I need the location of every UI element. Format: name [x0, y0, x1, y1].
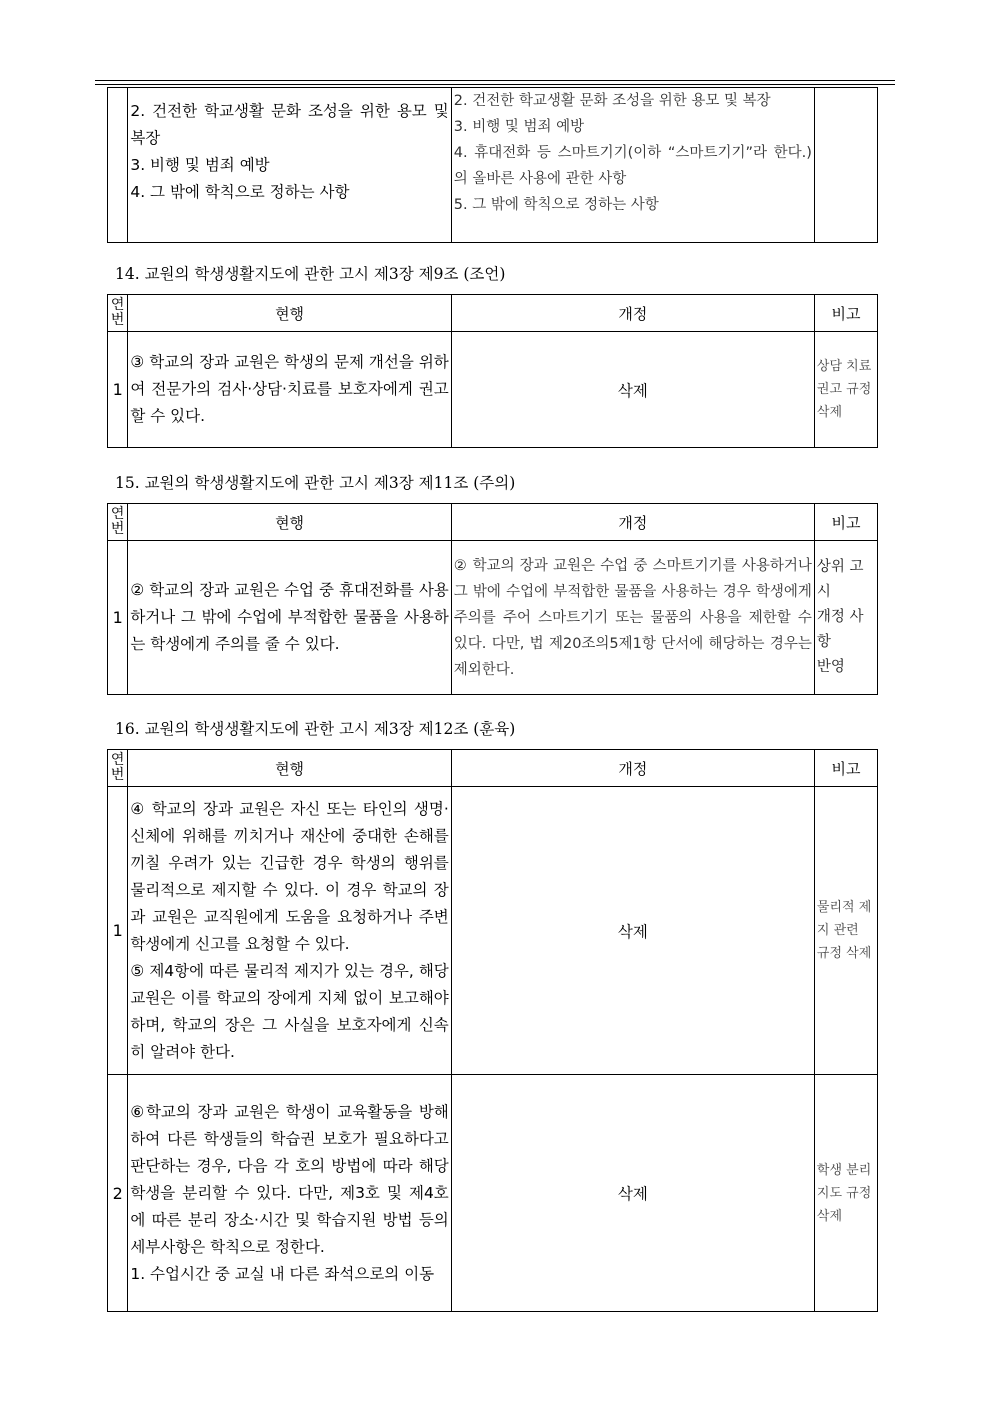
current-text: ② 학교의 장과 교원은 수업 중 휴대전화를 사용하거나 그 밖에 수업에 부적합한 물품을 사용하는 학생에게 주의를 줄 수 있다.: [128, 541, 451, 695]
current-text: 2. 건전한 학교생활 문화 조성을 위한 용모 및 복장 3. 비행 및 범죄 예방 4. 그 밖에 학칙으로 정하는 사항: [128, 88, 451, 243]
revised-text: 삭제: [451, 1075, 814, 1312]
revised-text: 삭제: [451, 332, 814, 448]
note-text: [814, 88, 877, 243]
header-current: 현행: [128, 750, 451, 787]
current-text: ⑥학교의 장과 교원은 학생이 교육활동을 방해하여 다른 학생들의 학습권 보호가 필요하다고 판단하는 경우, 다음 각 호의 방법에 따라 해당 학생을 분리할 수 있다. 다만, 제3호 및 제4호에 따른 분리 장소·시간 및 학습지원 방법 등의 세부사항은 학칙으로 정한다. 1. 수업시간 중 교실 내 다른 좌석으로의 이동: [128, 1075, 451, 1312]
table-header-row: [108, 504, 878, 541]
note-text: 상담 치료 권고 규정 삭제: [814, 332, 877, 448]
table-header-row: [108, 750, 878, 787]
header-no: 연번: [108, 750, 128, 787]
revised-text: ② 학교의 장과 교원은 수업 중 스마트기기를 사용하거나 그 밖에 수업에 부적합한 물품을 사용하는 경우 학생에게 주의를 주어 스마트기기 또는 물품의 사용을 제한할 수 있다. 다만, 법 제20조의5제1항 단서에 해당하는 경우는 제외한다.: [451, 541, 814, 695]
current-text: ④ 학교의 장과 교원은 자신 또는 타인의 생명·신체에 위해를 끼치거나 재산에 중대한 손해를 끼칠 우려가 있는 긴급한 경우 학생의 행위를 물리적으로 제지할 수 있다. 이 경우 학교의 장과 교원은 교직원에게 도움을 요청하거나 주변 학생에게 신고를 요청할 수 있다. ⑤ 제4항에 따른 물리적 제지가 있는 경우, 해당 교원은 이를 학교의 장에게 지체 없이 보고해야 하며, 학교의 장은 그 사실을 보호자에게 신속히 알려야 한다.: [128, 787, 451, 1075]
row-number: [108, 88, 128, 243]
header-note: 비고: [814, 504, 877, 541]
header-note: 비고: [814, 750, 877, 787]
note-text: 물리적 제 지 관련 규정 삭제: [814, 787, 877, 1075]
header-revised: 개정: [451, 295, 814, 332]
section-16-heading: 16. 교원의 학생생활지도에 관한 고시 제3장 제12조 (훈육): [115, 720, 516, 738]
row-number: 2: [108, 1075, 128, 1312]
top-continuation-table: [107, 87, 878, 243]
header-current: 현행: [128, 295, 451, 332]
row-number: 1: [108, 541, 128, 695]
section-16-table: [107, 749, 878, 1312]
header-note: 비고: [814, 295, 877, 332]
note-text: 학생 분리 지도 규정 삭제: [814, 1075, 877, 1312]
header-current: 현행: [128, 504, 451, 541]
section-15-table: [107, 503, 878, 695]
top-rule-1: [95, 80, 895, 81]
header-revised: 개정: [451, 504, 814, 541]
top-rule-2: [95, 84, 895, 85]
section-15-heading: 15. 교원의 학생생활지도에 관한 고시 제3장 제11조 (주의): [115, 474, 516, 492]
section-14-table: [107, 294, 878, 448]
header-revised: 개정: [451, 750, 814, 787]
row-number: 1: [108, 332, 128, 448]
table-header-row: [108, 295, 878, 332]
current-text: ③ 학교의 장과 교원은 학생의 문제 개선을 위하여 전문가의 검사·상담·치료를 보호자에게 권고할 수 있다.: [128, 332, 451, 448]
table-row: [108, 787, 878, 1075]
revised-text: 삭제: [451, 787, 814, 1075]
table-row: [108, 541, 878, 695]
note-text: 상위 고시 개정 사항 반영: [814, 541, 877, 695]
header-no: 연번: [108, 295, 128, 332]
revised-text: 2. 건전한 학교생활 문화 조성을 위한 용모 및 복장 3. 비행 및 범죄 예방 4. 휴대전화 등 스마트기기(이하 “스마트기기”라 한다.)의 올바른 사용에 관한 사항 5. 그 밖에 학칙으로 정하는 사항: [451, 88, 814, 243]
table-row: [108, 88, 878, 243]
table-row: [108, 332, 878, 448]
table-row: [108, 1075, 878, 1312]
section-14-heading: 14. 교원의 학생생활지도에 관한 고시 제3장 제9조 (조언): [115, 265, 506, 283]
header-no: 연번: [108, 504, 128, 541]
row-number: 1: [108, 787, 128, 1075]
